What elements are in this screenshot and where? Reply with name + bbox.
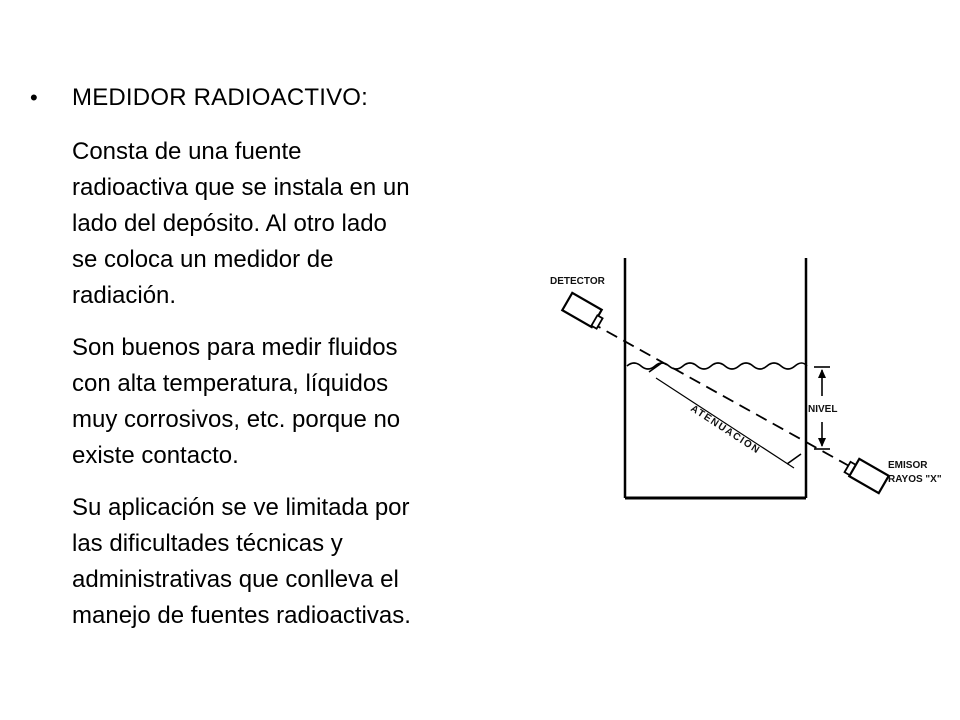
paragraph-line: se coloca un medidor de: [72, 246, 334, 273]
detector-icon: [562, 293, 602, 329]
paragraph-line: radioactiva que se instala en un: [72, 174, 410, 201]
attenuation-marker: [649, 362, 801, 468]
paragraph-line: Su aplicación se ve limitada por: [72, 494, 410, 521]
text-column: [30, 80, 500, 634]
attenuation-label: ATENUACION: [688, 403, 763, 457]
paragraph-line: con alta temperatura, líquidos: [72, 370, 389, 397]
paragraph-line: lado del depósito. Al otro lado: [72, 210, 387, 237]
bullet-icon: •: [30, 85, 38, 110]
emitter-label-line2: RAYOS "X": [888, 474, 942, 485]
paragraph-line: muy corrosivos, etc. porque no: [72, 406, 401, 433]
section-heading: MEDIDOR RADIOACTIVO:: [72, 84, 369, 111]
radioactive-level-gauge-diagram: [530, 250, 960, 520]
paragraph-limitations: [72, 490, 500, 634]
emitter-icon: [845, 459, 889, 493]
detector-label: DETECTOR: [550, 276, 605, 287]
paragraph-line: manejo de fuentes radioactivas.: [72, 602, 411, 629]
paragraph-advantages: [72, 330, 500, 474]
emitter-label-line1: EMISOR: [888, 460, 928, 471]
tank: [625, 258, 806, 498]
paragraph-line: existe contacto.: [72, 442, 239, 469]
bullet-heading-row: [30, 80, 500, 120]
paragraph-line: las dificultades técnicas y: [72, 530, 343, 557]
diagram-svg: [530, 250, 960, 520]
paragraph-line: Son buenos para medir fluidos: [72, 334, 398, 361]
paragraph-description: [72, 134, 500, 314]
paragraph-line: administrativas que conlleva el: [72, 566, 399, 593]
paragraph-line: Consta de una fuente: [72, 138, 302, 165]
level-label: NIVEL: [808, 404, 838, 415]
paragraph-line: radiación.: [72, 282, 177, 309]
